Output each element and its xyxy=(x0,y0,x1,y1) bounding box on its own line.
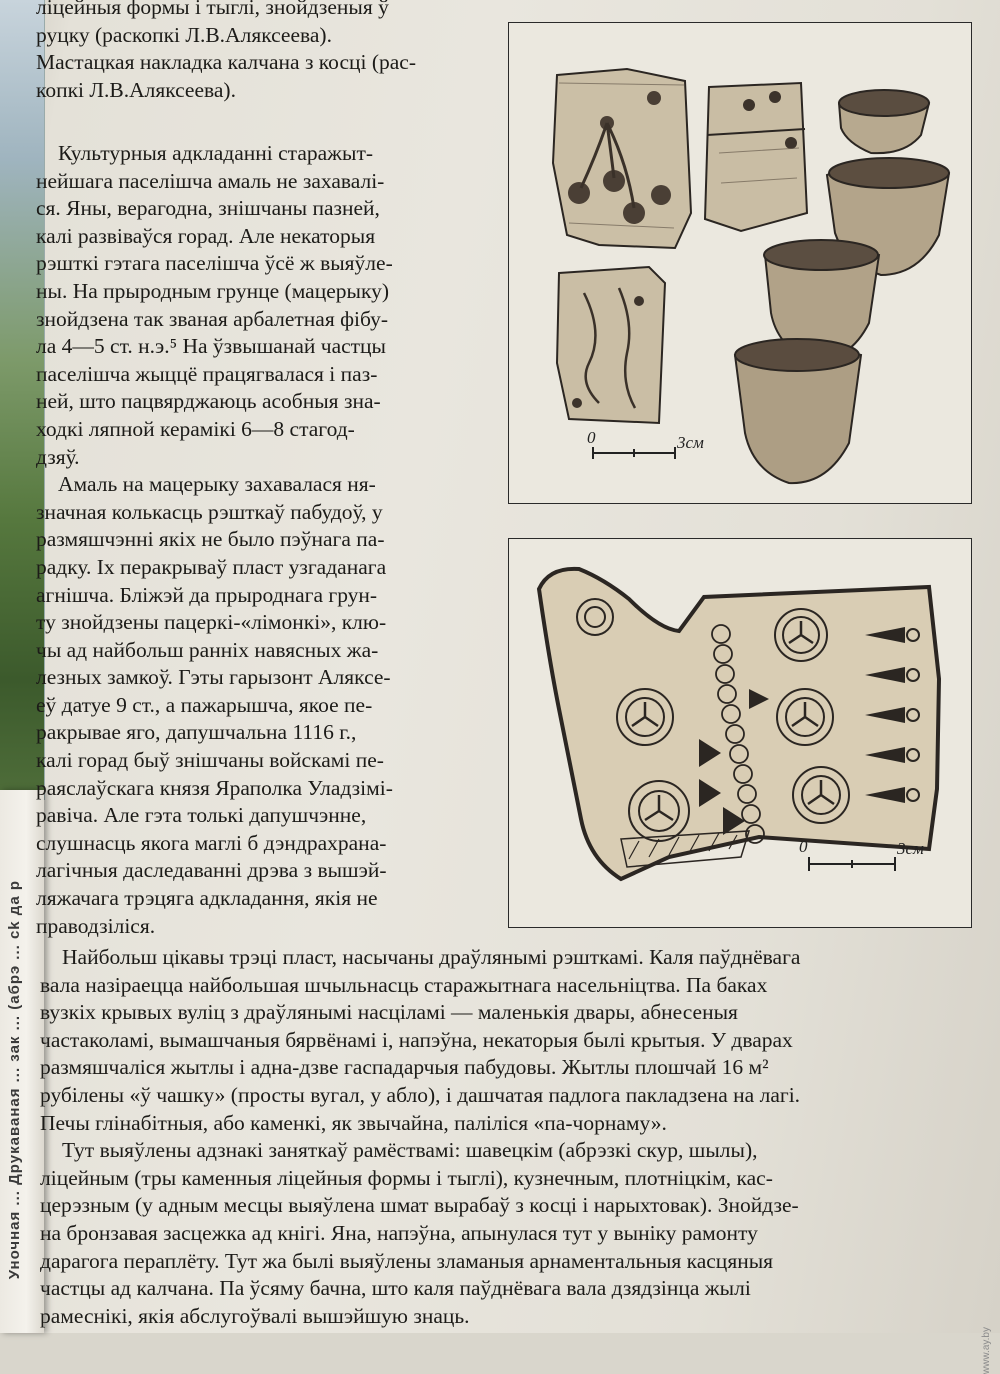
text-line: радку. Іх перакрываў пласт узгаданага xyxy=(36,554,387,579)
text-line: рамеснікі, якія абслугоўвалі вышэйшую знаць. xyxy=(40,1303,470,1328)
paragraph-2 xyxy=(36,471,498,940)
text-line: лагічныя даследаванні дрэва з вышэй- xyxy=(36,858,387,883)
text-line: частцы ад калчана. Па ўсяму бачна, што каля паўднёвага вала дзядзінца жылі xyxy=(40,1276,751,1301)
text-line: рэшткі гэтага паселішча ўсё ж выяўле- xyxy=(36,251,393,276)
text-line: ся. Яны, верагодна, знішчаны пазней, xyxy=(36,196,380,221)
paragraph-1 xyxy=(36,140,498,471)
text-line: рубілены «ў чашку» (просты вугал, у абло), і дашчатая падлога пакладзена на лагі. xyxy=(40,1082,801,1107)
quiver-plate-drawing xyxy=(509,539,971,927)
text-line: Найбольш цікавы трэці пласт, насычаны драўлянымі рэшткамі. Каля паўднёвага xyxy=(62,945,801,969)
text-line: размяшчаліся жытлы і адна-дзве гаспадарчыя пабудовы. Жытлы плошчай 16 м² xyxy=(40,1055,769,1080)
text-line: паселішча жыццё працягвалася і паз- xyxy=(36,361,378,386)
text-line: ракрывае яго, дапушчальна 1116 г., xyxy=(36,720,357,745)
text-line: чы ад найбольш ранніх навясных жа- xyxy=(36,637,379,662)
scale-unit-label: 3см xyxy=(897,839,924,858)
caption-line: руцку (раскопкі Л.В.Аляксеева). xyxy=(36,22,332,47)
text-line: вузкіх крывых вуліц з драўлянымі насціламі — маленькія двары, абнесеныя xyxy=(40,1000,738,1025)
text-line: ны. На прыродным грунце (мацерыку) xyxy=(36,278,390,303)
text-line: вала назіраецца найбольшая шчыльнасць старажытнага насельніцтва. Па баках xyxy=(40,972,768,997)
text-line: дарагога пераплёту. Тут жа былі выяўлены зламаныя арнаментальныя касцяныя xyxy=(40,1248,774,1273)
caption-line: копкі Л.В.Аляксеева). xyxy=(36,77,236,102)
figure-molds-and-crucibles xyxy=(508,22,972,504)
scale-zero-label: 0 xyxy=(587,428,596,447)
scale-zero-label: 0 xyxy=(799,837,808,856)
text-line: размяшчэнні якіх не было пэўнага па- xyxy=(36,527,385,552)
text-line: на бронзавая засцежка ад кнігі. Яна, напэўна, апынулася тут у выніку рамонту xyxy=(40,1220,758,1245)
watermark: www.ay.by xyxy=(981,1327,992,1374)
text-line: дзяў. xyxy=(36,444,80,469)
text-line: Печы глінабітныя, або каменкі, як звычайна, паліліся «па-чорнаму». xyxy=(40,1110,667,1135)
text-line: праводзіліся. xyxy=(36,913,156,938)
text-line: ляжачага трэцяга адкладання, якія не xyxy=(36,886,378,911)
text-line: Амаль на мацерыку захавалася ня- xyxy=(58,472,376,497)
text-line: Тут выяўлены адзнакі заняткаў рамёствамі: шавецкім (абрэзкі скур, шылы), xyxy=(62,1138,758,1163)
text-line: знойдзена так званая арбалетная фібу- xyxy=(36,306,389,331)
text-line: нейшага паселішча амаль не захавалі- xyxy=(36,168,385,193)
text-line: слушнасць якога маглі б дэндрахрана- xyxy=(36,830,387,855)
bottom-text-block xyxy=(40,944,980,1330)
text-line: раяслаўскага князя Яраполка Уладзімі- xyxy=(36,775,393,800)
text-line: лезных замкоў. Гэты гарызонт Аляксе- xyxy=(36,665,391,690)
paragraph-3 xyxy=(40,944,980,1137)
text-line: ту знойдзены пацеркі-«лімонкі», клю- xyxy=(36,610,387,635)
main-column xyxy=(36,140,498,940)
text-line: значная колькасць рэшткаў пабудоў, у xyxy=(36,499,383,524)
text-line: частаколамі, вымашчаныя бярвёнамі і, напэўна, некаторыя былі крытыя. У дварах xyxy=(40,1027,793,1052)
text-line: церэзным (у адным месцы выяўлена шмат вырабаў з косці і нарыхтовак). Знойдзе- xyxy=(40,1193,799,1218)
paragraph-4 xyxy=(40,1137,980,1330)
text-line: Культурныя адкладанні старажыт- xyxy=(58,141,374,165)
molds-crucibles-drawing xyxy=(509,23,971,503)
text-line: калі развіваўся горад. Але некаторыя xyxy=(36,223,376,248)
text-line: равіча. Але гэта толькі дапушчэнне, xyxy=(36,803,367,828)
caption-line: Мастацкая накладка калчана з косці (рас- xyxy=(36,50,416,75)
text-line: агнішча. Бліжэй да прыроднага грун- xyxy=(36,582,378,607)
text-line: ла 4—5 ст. н.э.⁵ На ўзвышанай частцы xyxy=(36,334,387,359)
scale-unit-label: 3см xyxy=(677,433,704,452)
text-line: ней, што пацвярджаюць асобныя зна- xyxy=(36,389,381,414)
text-line: калі горад быў знішчаны войскамі пе- xyxy=(36,748,384,773)
booklet-spine-text: Уночная ... Друкаваная ... зак ... (абрэ ... ck да р xyxy=(6,880,23,1280)
caption-line: ліцейныя формы і тыглі, знойдзеныя ў xyxy=(36,0,389,19)
text-line: ліцейным (тры каменныя ліцейныя формы і тыглі), кузнечным, плотніцкім, кас- xyxy=(40,1165,773,1190)
text-line: еў датуе 9 ст., а пажарышча, якое пе- xyxy=(36,692,373,717)
figure-captions xyxy=(36,0,498,104)
text-line: ходкі ляпной керамікі 6—8 стагод- xyxy=(36,416,355,441)
figure-quiver-plate xyxy=(508,538,972,928)
